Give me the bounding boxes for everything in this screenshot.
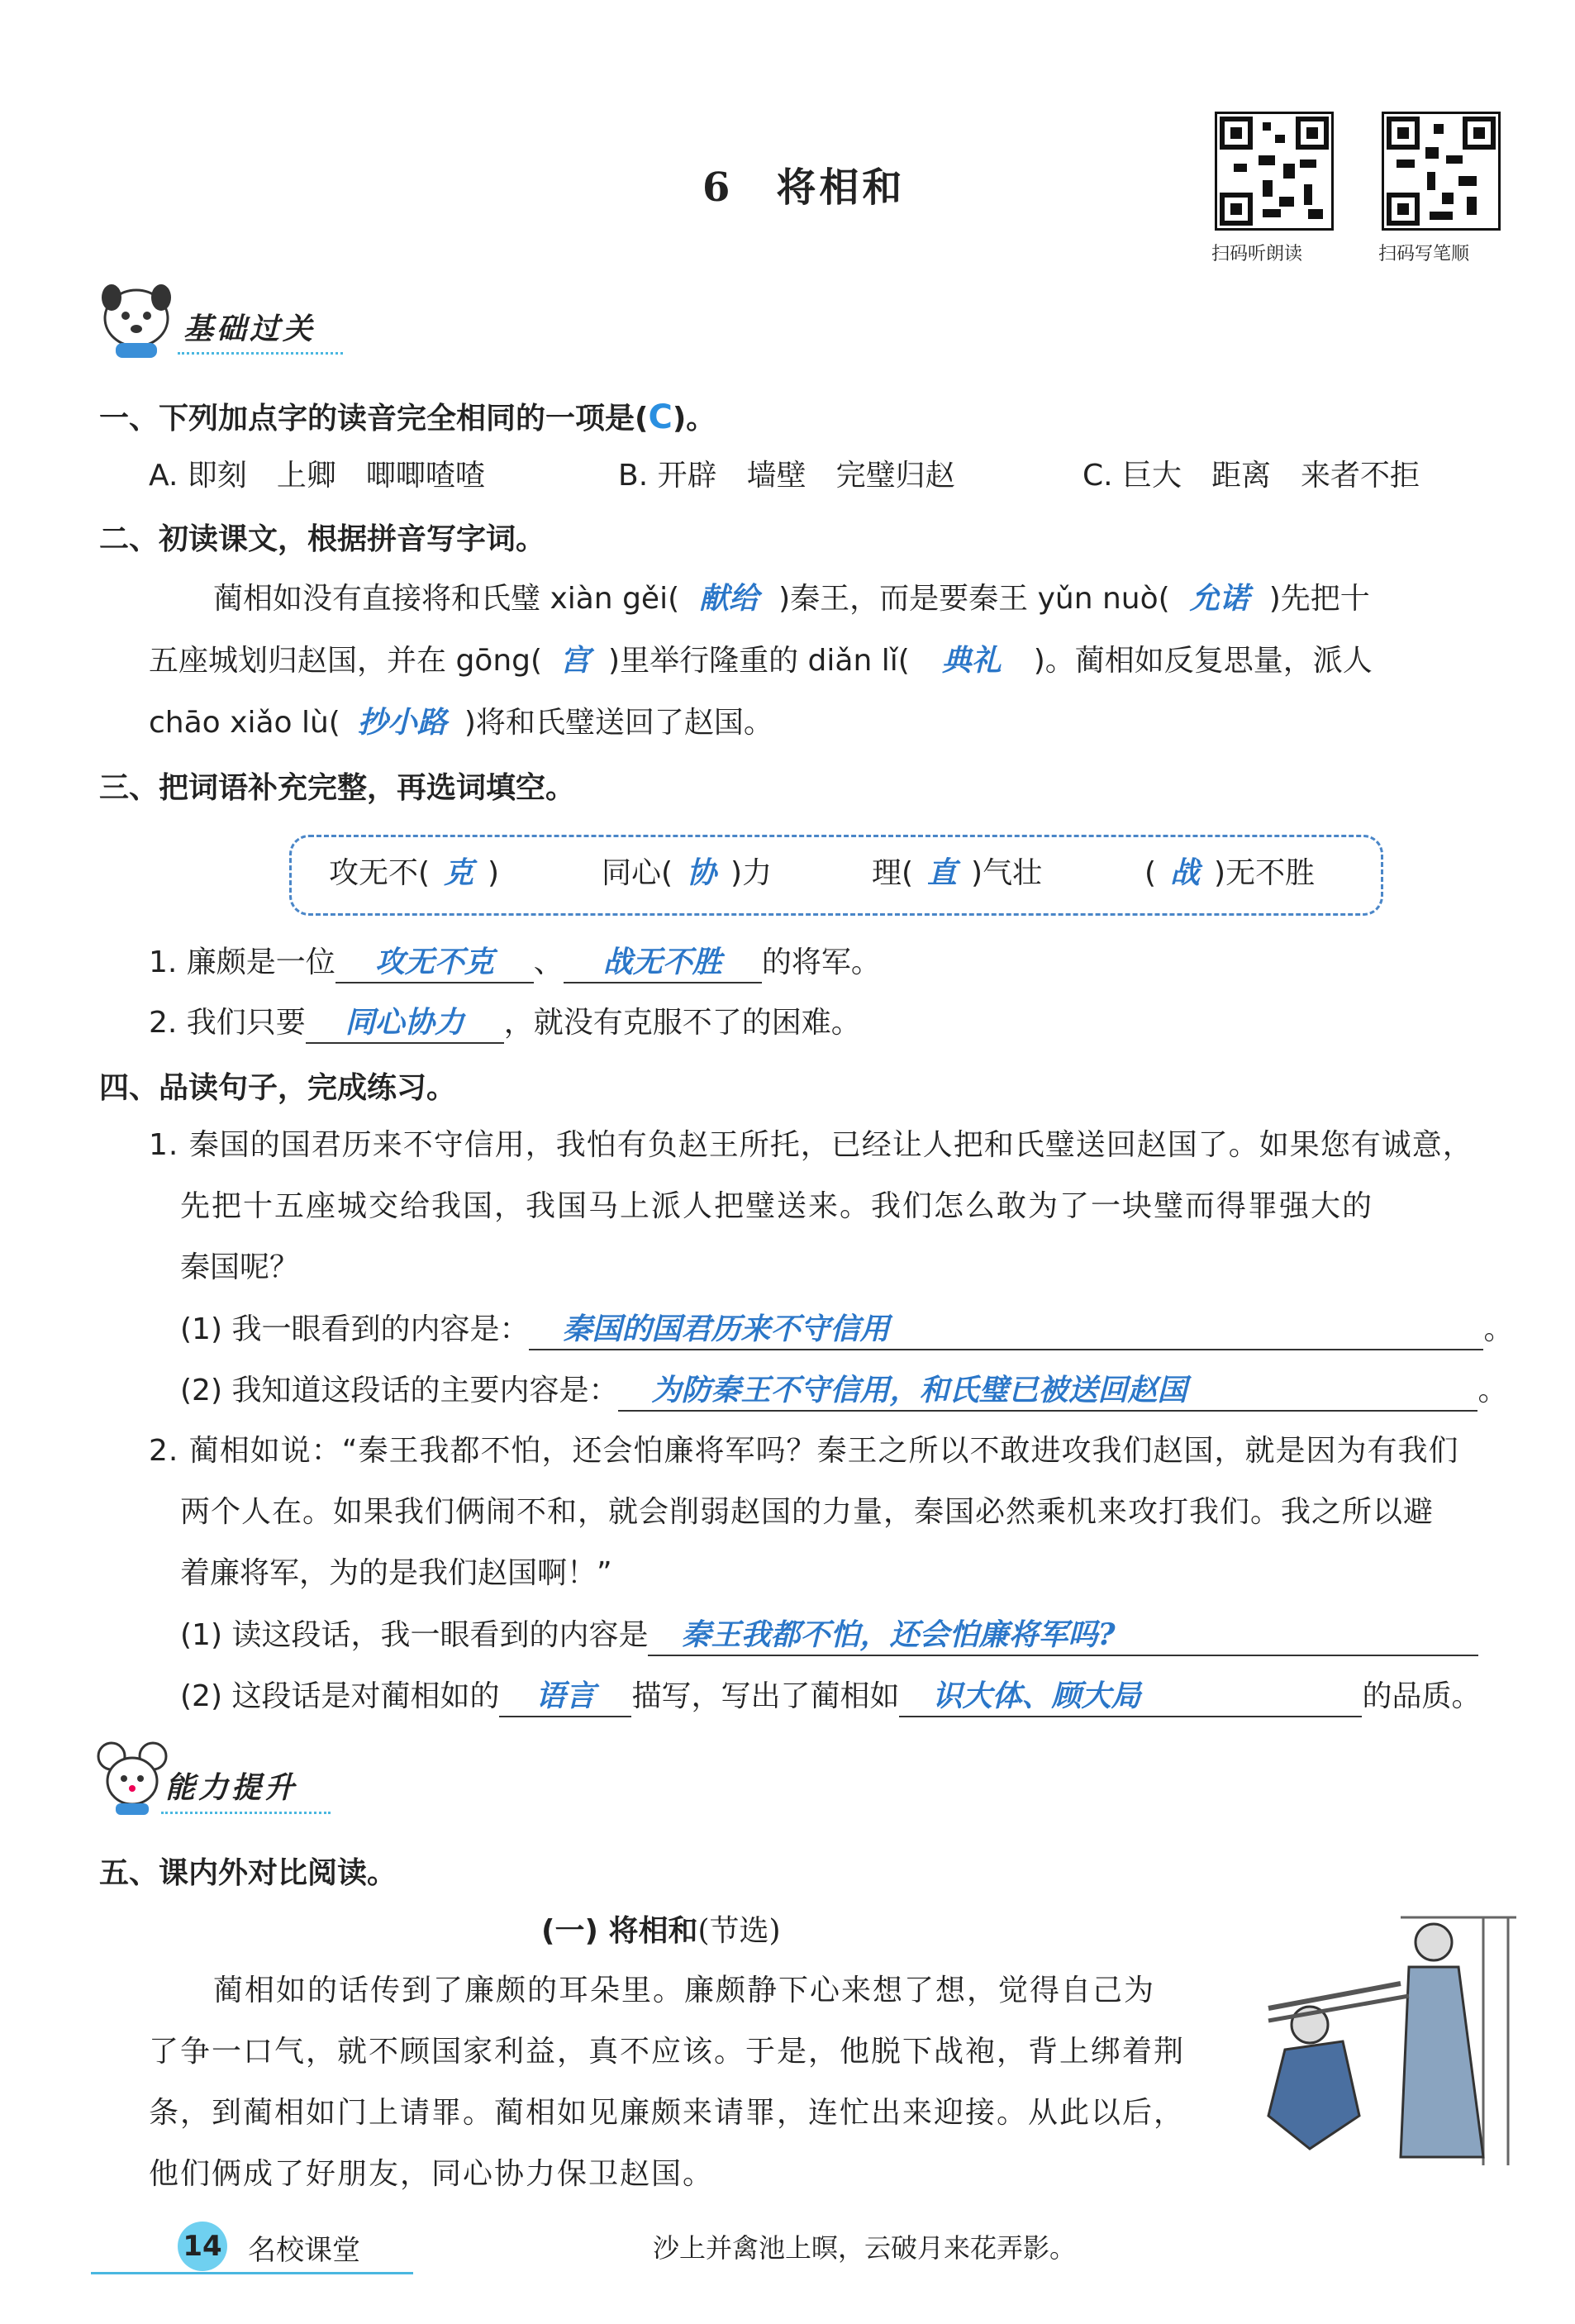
word-text: 攻无不(: [329, 856, 431, 890]
q1-option-b: B. 开辟 墙壁 完璧归赵: [618, 459, 955, 493]
word-text: 理(: [872, 856, 914, 890]
q2-text: )里举行隆重的 diǎn lǐ(: [608, 644, 910, 678]
q2-line-2: [149, 641, 1373, 681]
q4-p1-line-2: 先把十五座城交给我国，我国马上派人把璧送来。我们怎么敢为了一块璧而得罪强大的: [180, 1189, 1374, 1223]
q4-blank: 秦国的国君历来不守信用: [529, 1309, 1483, 1350]
q2-answer: 宫: [560, 643, 591, 678]
q2-line-1: [213, 579, 1370, 619]
q4-blank: 语言: [499, 1676, 631, 1717]
q1-stem-end: )。: [672, 402, 716, 436]
question-1: [99, 395, 716, 437]
question-3: 三、把词语补充完整，再选词填空。: [99, 771, 576, 805]
question-5: 五、课内外对比阅读。: [99, 1856, 397, 1890]
word-answer: 直: [927, 855, 958, 890]
q4-text: 描写，写出了蔺相如: [631, 1679, 900, 1713]
q4-text: 。: [1477, 1374, 1508, 1407]
qr-caption-stroke: 扫码写笔顺: [1378, 244, 1470, 264]
q2-line-3: [149, 702, 773, 743]
q2-answer: 献给: [699, 581, 759, 616]
q4-blank: 秦王我都不怕，还会怕廉将军吗?: [648, 1615, 1478, 1656]
qr-pattern-icon: [1384, 114, 1498, 228]
page-title: 6 将相和: [702, 164, 906, 211]
q4-text: (2) 我知道这段话的主要内容是：: [180, 1374, 619, 1407]
word-text: )气壮: [971, 856, 1043, 890]
q2-text: 五座城划归赵国，并在 gōng(: [149, 644, 543, 678]
q4-p2-q1: [180, 1615, 1478, 1656]
q3-text: ，就没有克服不了的困难。: [503, 1006, 861, 1040]
q3-text: 2. 我们只要: [149, 1006, 306, 1040]
q4-text: (1) 我一眼看到的内容是：: [180, 1312, 530, 1346]
word-1: [329, 853, 499, 893]
brand-name: 名校课堂: [248, 2234, 360, 2267]
q2-answer: 典礼: [941, 643, 1002, 678]
q3-text: 、: [533, 945, 564, 979]
q4-blank: 为防秦王不守信用，和氏璧已被送回赵国: [618, 1370, 1477, 1412]
q4-p1-q1: [180, 1309, 1513, 1350]
q2-text: 蔺相如没有直接将和氏璧 xiàn gěi(: [213, 582, 680, 616]
q4-p2-q2: [180, 1676, 1481, 1717]
q4-p2-line-3: 着廉将军，为的是我们赵国啊！”: [180, 1556, 612, 1590]
q4-p1-line-3: 秦国呢？: [180, 1250, 300, 1284]
q4-p2-line-2: 两个人在。如果我们俩闹不和，就会削弱赵国的力量，秦国必然乘机来攻打我们。我之所以避: [180, 1495, 1435, 1529]
q2-text: )。蔺相如反复思量，派人: [1033, 644, 1373, 678]
q4-text: (2) 这段话是对蔺相如的: [180, 1679, 500, 1713]
word-answer: 战: [1170, 855, 1201, 890]
word-text: ): [488, 856, 500, 890]
illustration-figures-icon: [1235, 1901, 1533, 2174]
passage-title-note: (节选): [697, 1914, 781, 1948]
word-text: 同心(: [602, 856, 673, 890]
question-2: 二、初读课文，根据拼音写字词。: [99, 522, 546, 556]
passage-title: [541, 1907, 781, 1950]
mascot-dog-icon: [91, 273, 182, 364]
passage-line-1: 蔺相如的话传到了廉颇的耳朵里。廉颇静下心来想了想，觉得自己为: [213, 1974, 1156, 2007]
q3-blank: 攻无不克: [335, 942, 534, 983]
passage-line-2: 了争一口气，就不顾国家利益，真不应该。于是，他脱下战袍，背上绑着荆: [149, 2035, 1186, 2069]
section-underline: [178, 341, 343, 355]
section-underline: [161, 1800, 331, 1814]
word-text: )无不胜: [1214, 856, 1316, 890]
q4-p1-q2: [180, 1370, 1507, 1412]
word-text: (: [1144, 856, 1157, 890]
qr-caption-listen: 扫码听朗读: [1211, 244, 1303, 264]
q3-blank: 同心协力: [306, 1002, 504, 1044]
q2-text: )秦王，而是要秦王 yǔn nuò(: [778, 582, 1170, 616]
illustration-apology: [1235, 1901, 1533, 2174]
q1-answer: C: [648, 398, 673, 436]
q4-text: (1) 读这段话，我一眼看到的内容是: [180, 1618, 649, 1652]
qr-pattern-icon: [1217, 114, 1331, 228]
passage-line-3: 条，到蔺相如门上请罪。蔺相如见廉颇来请罪，连忙出来迎接。从此以后，: [149, 2096, 1186, 2130]
q3-blank: 战无不胜: [564, 942, 762, 983]
passage-title-text: (一) 将相和: [541, 1914, 698, 1948]
word-answer: 克: [444, 855, 474, 890]
q3-sentence-2: [149, 1002, 861, 1044]
q2-answer: 允诺: [1189, 581, 1249, 616]
word-4: [1144, 853, 1315, 893]
q2-text: chāo xiǎo lù(: [149, 706, 340, 740]
q4-blank: 识大体、顾大局: [899, 1676, 1362, 1717]
q1-stem: 一、下列加点字的读音完全相同的一项是(: [99, 402, 649, 436]
passage-line-4: 他们俩成了好朋友，同心协力保卫赵国。: [149, 2157, 715, 2191]
q2-text: )先把十: [1268, 582, 1370, 616]
q4-p1-line-1: 1. 秦国的国君历来不守信用，我怕有负赵王所托，已经让人把和氏璧送回赵国了。如果您有诚意，: [149, 1128, 1473, 1162]
qr-code-stroke[interactable]: [1382, 112, 1501, 231]
word-answer: 协: [687, 855, 717, 890]
footer-poem: 沙上并禽池上暝，云破月来花弄影。: [653, 2232, 1077, 2264]
q1-option-a: A. 即刻 上卿 唧唧喳喳: [149, 459, 485, 493]
q4-text: 的品质。: [1362, 1679, 1482, 1713]
q3-text: 1. 廉颇是一位: [149, 945, 335, 979]
word-2: [602, 853, 772, 893]
section-advance-title: 能力提升: [165, 1771, 298, 1805]
page-number: 14: [178, 2222, 227, 2271]
q3-sentence-1: [149, 942, 881, 983]
q4-p2-line-1: 2. 蔺相如说：“秦王我都不怕，还会怕廉将军吗？秦王之所以不敢进攻我们赵国，就是因为有我们: [149, 1434, 1459, 1468]
footer-underline: [91, 2269, 413, 2274]
qr-code-listen[interactable]: [1215, 112, 1334, 231]
q4-text: 。: [1483, 1312, 1514, 1346]
q2-text: )将和氏璧送回了赵国。: [464, 706, 773, 740]
word-text: )力: [730, 856, 773, 890]
question-4: 四、品读句子，完成练习。: [99, 1071, 457, 1105]
section-basic-title: 基础过关: [183, 312, 316, 346]
q1-option-c: C. 巨大 距离 来者不拒: [1083, 459, 1420, 493]
q2-answer: 抄小路: [357, 705, 447, 740]
word-3: [872, 853, 1042, 893]
q3-text: 的将军。: [761, 945, 881, 979]
